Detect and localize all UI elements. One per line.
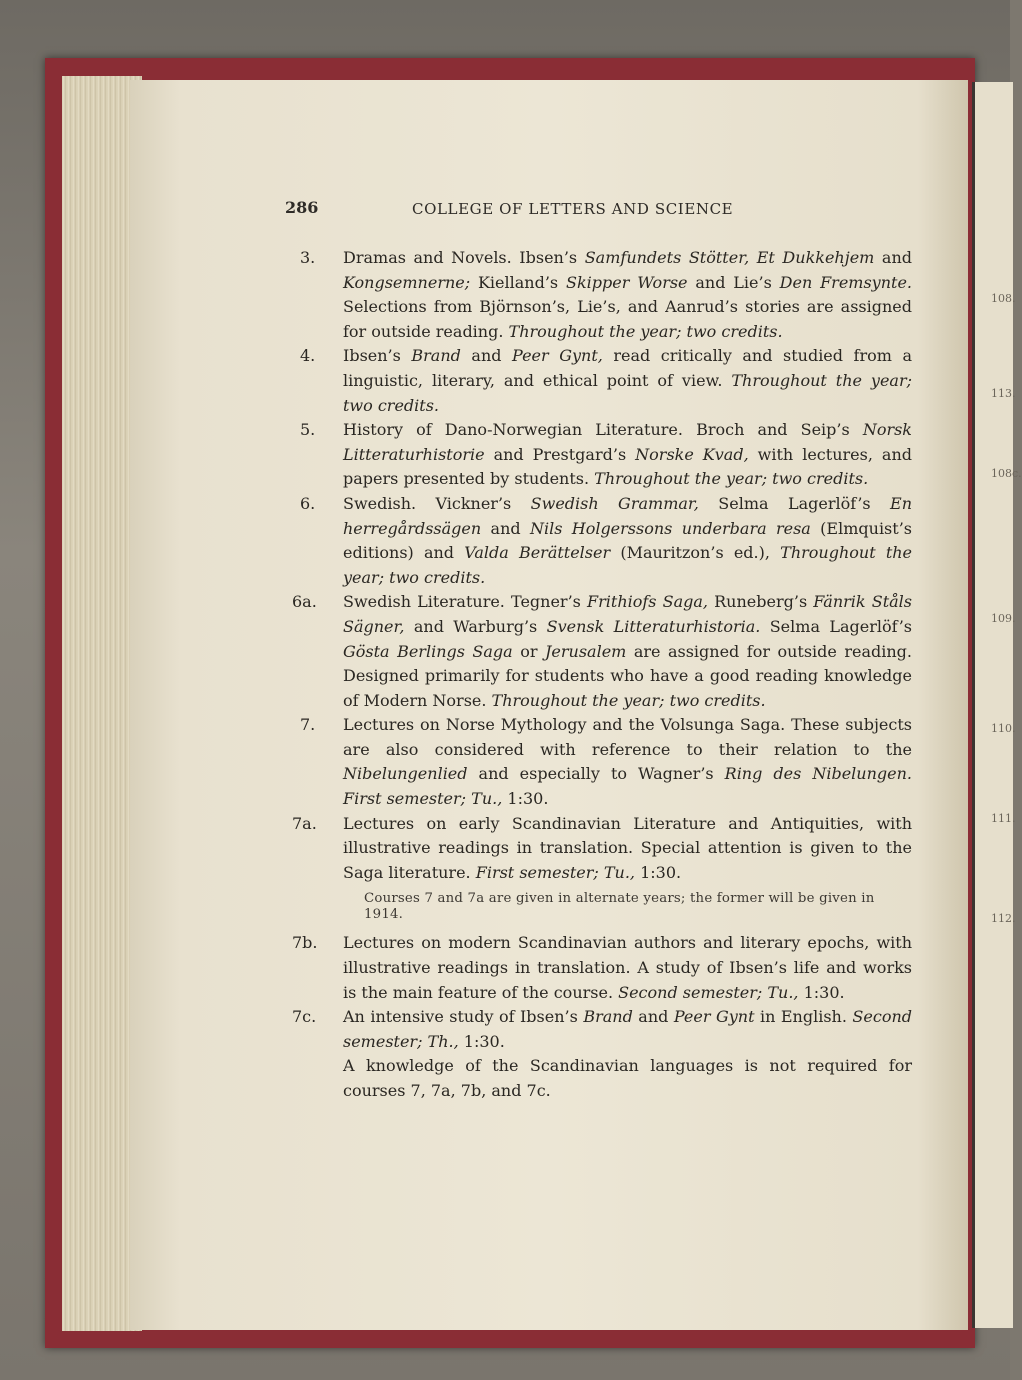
course-entry (300, 246, 912, 344)
text-run: 1:30. (502, 789, 549, 809)
course-number: 4. (300, 346, 316, 366)
course-number: 7a. (292, 813, 317, 833)
italic-title: First semester; Tu., (475, 862, 636, 882)
italic-title: Second semester; Tu., (618, 982, 799, 1002)
text-run: and Warburg’s (404, 616, 547, 636)
course-description (343, 933, 912, 1001)
next-page-margin-mark: 112. (991, 912, 1016, 925)
course-list (292, 246, 913, 1104)
text-run: or (512, 641, 545, 661)
next-page-margin-mark: 110. (991, 722, 1016, 735)
running-title: COLLEGE OF LETTERS AND SCIENCE (412, 200, 734, 218)
text-run: and (632, 1007, 674, 1027)
text-run: and (481, 518, 530, 538)
italic-title: Nibelungenlied (343, 764, 468, 784)
course-number: 5. (300, 420, 316, 440)
course-entry (292, 931, 912, 1005)
course-note: Courses 7 and 7a are given in alternate years; the former will be given in 1914. (364, 891, 875, 923)
text-run: Lectures on Norse Mythology and the Volsunga Saga. These subjects are also considered with reference to their relation to the (343, 715, 912, 759)
italic-title: Nils Holgerssons underbara resa (529, 518, 811, 538)
course-number: 7b. (292, 933, 318, 953)
text-run: and (460, 346, 513, 366)
italic-title: Norsk Litteraturhistorie (343, 420, 912, 464)
course-description (343, 814, 912, 882)
text-run: and Lie’s (687, 272, 780, 292)
text-run: Kielland’s (470, 272, 566, 292)
course-entry (292, 590, 913, 713)
italic-title: Second semester; Th., (343, 1007, 912, 1051)
course-entry (300, 713, 912, 811)
italic-title: Norske Kvad, (635, 444, 749, 464)
course-description (343, 592, 912, 709)
text-run: and especially to Wagner’s (467, 764, 725, 784)
course-entry (292, 812, 912, 886)
italic-title: Svensk Litteraturhistoria. (546, 616, 761, 636)
italic-title: Gösta Berlings Saga (343, 641, 513, 661)
course-description (343, 1007, 912, 1051)
text-run: Dramas and Novels. Ibsen’s (343, 248, 585, 267)
next-page-margin-mark: 108c. (991, 467, 1022, 480)
next-page-margin-mark: 111. (991, 812, 1016, 825)
course-number: 7c. (292, 1007, 317, 1027)
text-run: in English. (754, 1007, 853, 1027)
text-run: Swedish Literature. Tegner’s (343, 592, 588, 612)
text-run: 1:30. (798, 982, 845, 1002)
text-run: An intensive study of Ibsen’s (343, 1007, 584, 1027)
text-run: (Mauritzon’s ed.), (610, 543, 781, 563)
italic-title: Peer Gynt, (512, 346, 603, 366)
next-page-margin-mark: 109. (991, 612, 1016, 625)
course-entry (300, 492, 912, 590)
text-run: History of Dano-Norwegian Literature. Broch and Seip’s (343, 420, 863, 440)
course-entry (292, 1005, 912, 1054)
course-number: 3. (300, 248, 316, 267)
text-run: Runeberg’s (708, 592, 814, 612)
italic-title: Brand (411, 346, 461, 366)
next-page-margin-mark: 113. (991, 387, 1016, 400)
italic-title: Throughout the year; two credits. (508, 321, 783, 341)
italic-title: Fänrik Ståls Sägner, (343, 592, 912, 636)
course-description (343, 420, 912, 488)
course-entry (300, 344, 912, 418)
text-run: Swedish. Vickner’s (343, 493, 531, 513)
italic-title: Ring des Nibelungen. First semester; Tu., (343, 764, 912, 809)
text-run: 1:30. (458, 1031, 505, 1051)
italic-title: Brand (583, 1007, 633, 1027)
italic-title: Frithiofs Saga, (587, 592, 708, 612)
course-number: 7. (300, 715, 316, 735)
text-run: with lectures, and papers presented by students. (343, 444, 912, 489)
page-header (285, 198, 885, 222)
text-run: Selma Lagerlöf’s (760, 616, 912, 636)
text-run: Lectures on early Scandinavian Literature and Antiquities, with illustrative readings in translation. Special attention is given to the Saga literature. (343, 813, 912, 882)
text-run: Lectures on modern Scandinavian authors and literary epochs, with illustrative readings in translation. A study of Ibsen’s life and works is the main feature of the course. (343, 933, 912, 1002)
text-run: Selma Lagerlöf’s (698, 493, 891, 513)
italic-title: Kongsemnerne; (343, 272, 471, 292)
closing-paragraph: A knowledge of the Scandinavian languages is not required for courses 7, 7a, 7b, and 7c. (343, 1056, 912, 1100)
text-run: (Elmquist’s editions) and (343, 518, 912, 563)
next-page-margin-mark: 108. (991, 292, 1016, 305)
italic-title: Samfundets Stötter, Et Dukkehjem (584, 248, 875, 267)
next-page-edge (972, 82, 1022, 1328)
course-description (343, 715, 912, 808)
course-description (343, 248, 912, 341)
italic-title: Throughout the year; two credits. (491, 690, 766, 710)
course-number: 6. (300, 493, 316, 513)
text-run: and (874, 248, 913, 267)
italic-title: Den Fremsynte. (779, 272, 913, 292)
course-description (343, 494, 912, 587)
italic-title: En herregårdssägen (343, 493, 912, 538)
italic-title: Swedish Grammar, (530, 493, 699, 513)
italic-title: Jerusalem (544, 641, 627, 661)
text-run: Selections from Björnson’s, Lie’s, and Aanrud’s stories are assigned for outside reading. (343, 297, 912, 341)
page-number: 286 (285, 198, 319, 217)
text-run: Ibsen’s (343, 346, 412, 366)
course-entry (300, 418, 912, 492)
course-number: 6a. (292, 592, 317, 612)
italic-title: Throughout the year; two credits. (343, 370, 913, 415)
italic-title: Throughout the year; two credits. (343, 543, 913, 587)
italic-title: Valda Berättelser (464, 543, 611, 563)
text-run: are assigned for outside reading. Designed primarily for students who have a good reading knowledge of Modern Norse. (343, 641, 913, 710)
text-run: read critically and studied from a linguistic, literary, and ethical point of view. (343, 346, 912, 390)
text-run: and Prestgard’s (484, 444, 636, 464)
italic-title: Throughout the year; two credits. (594, 469, 869, 489)
text-run: 1:30. (635, 862, 682, 882)
italic-title: Skipper Worse (565, 272, 688, 292)
course-description (343, 346, 912, 414)
italic-title: Peer Gynt (673, 1007, 755, 1027)
